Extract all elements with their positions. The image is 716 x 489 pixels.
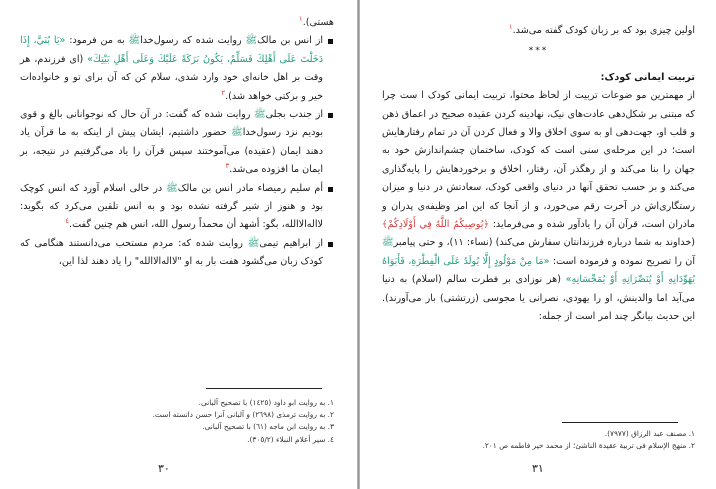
- bullet-paragraph: [20, 106, 334, 180]
- paragraph: [20, 14, 334, 32]
- hadith-text: ﷺ: [231, 127, 243, 139]
- hadith-text: «يَا بُنَيَّ، إِذَا دَخَلْتَ عَلَى أَهْلِكَ فَسَلِّمْ، يَكُونُ بَرَكَةً عَلَيْكَ وَعَلَى أَهْلِ بَيْتِكَ»: [20, 35, 323, 65]
- text-run: آن را تصریح نموده و فرموده است:: [549, 255, 695, 267]
- text-run: از مهمترین مو ضوعات تربیت از لحاظ محتوا، تربیت ایمانی کودک ا ست چرا که مبتنی بر شکل‌دهی عادت‌های نیک، نهادینه کردن عقیده صحیح در اعماق ذهن و قلب او، جهت‌دهی او به سوی اخلاق والا و فعال کردن آن در تمام رفتارهایش است؛ در این مرحله‌ی سنی است که کودک، ساختمان چشم‌اندازش خود به جهان را بنا می‌کند و از رهگذر آن، رفتار، اخلاق و برخوردهایش را پایه‌گذاری می‌کند و بر حسب تحقق آنها در دنیای واقعی کودک، سعادتش در دنیا و میزان رستگاری‌اش در آخرت رقم می‌خورد، و از آنجا که این امر وظیفه‌ی پدران و مادران است، قرآن آن را یادآور شده و می‌فرماید:: [382, 90, 695, 231]
- footnote-ref: ٢: [221, 88, 226, 97]
- footnote-divider: [206, 388, 322, 389]
- text-run: هستی).: [302, 17, 334, 28]
- bullet-paragraph: [20, 32, 334, 106]
- footnote-ref: ٤: [65, 217, 70, 226]
- hadith-text: ﷺ: [247, 237, 260, 249]
- text-run: أم سلیم رمیصاء مادر انس بن مالک: [177, 182, 323, 194]
- hadith-text: ﷺ: [253, 109, 266, 121]
- footnote-ref: ١: [298, 14, 303, 23]
- footnote-ref: ٣: [225, 162, 230, 171]
- footnote: ١. مصنف عبد الرزاق (٧٩٧٧).: [604, 429, 695, 438]
- footnote: ٢. منهج الإسلام فی تربیة عقیدة الناشئ؛ از محمد خیر فاطمه ص ٢٠١.: [482, 441, 695, 451]
- footnote-divider: [562, 422, 678, 423]
- paragraph: [382, 22, 695, 40]
- text-run: از ابراهیم تیمی: [259, 237, 323, 249]
- section-separator: ***: [528, 46, 549, 57]
- footnote: ٢. به روایت ترمذی (٢٦٩٨) و آلبانی آنرا حسن دانسته است.: [152, 410, 334, 420]
- text-run: (خداوند به شما درباره فرزندانتان سفارش می‌کند) (نساء: ١١)، و حتی پیامبر: [393, 237, 695, 249]
- text-run: حضور داشتیم، ایشان پیش از اینکه به ما قرآن یاد دهند ایمان (عقیده) می‌آموختند سپس قرآن را یاد می‌گرفتیم در نتیجه، بر ایمان ما افزوده می‌شد.: [20, 127, 323, 176]
- bullet-paragraph: [20, 235, 334, 272]
- text-run: روایت شده که رسول‌خدا: [140, 35, 246, 47]
- page-number-right: ٣١: [532, 462, 544, 475]
- right-page-body: [382, 22, 695, 327]
- section-heading: تربیت ایمانی کودک:: [600, 71, 695, 83]
- text-run: (ای فرزندم، هر وقت بر اهل خانه‌ای خود وارد شدی، سلام کن که آن برای تو و خانواده‌ات خیر و برکتی خواهد شد).: [20, 53, 323, 102]
- text-run: (هر نوزادی بر فطرت سالم (اسلام) به دنیا می‌آید اما والدینش، او را یهودی، نصرانی یا مجوسی (زرتشتی) بار می‌آورند). این حدیث بیانگر چند امر است از جمله:: [382, 274, 695, 323]
- text-run: اولین چیزی بود که بر زبان کودک گفته می‌شد.: [512, 25, 695, 36]
- text-run: به من فرمود:: [65, 35, 129, 47]
- left-page-body: [20, 14, 334, 272]
- text-run: روایت شده که گفت: در آن حال که نوجوانانی بالغ و قوی بودیم نزد رسول‌خدا: [20, 109, 323, 139]
- hadith-text: ﷺ: [128, 35, 141, 47]
- text-run: در حالی اسلام آورد که انس کوچک بود و هنوز از شیر گرفته نشده بود و به انس تلقین می‌کرد که بگوید: لااله‌الاالله، بگو: أشهد أن محمداً رسول الله، انس هم چنین گفت.: [20, 182, 323, 231]
- hadith-text: ﷺ: [245, 35, 258, 47]
- hadith-text: ﷺ: [382, 237, 394, 249]
- hadith-text: «مَا مِنْ مَوْلُودٍ إِلَّا يُولَدُ عَلَى الْفِطْرَةِ، فَأَبَوَاهُ يُهَوِّدَانِهِ أَوْ يُنَصِّرَانِهِ أَوْ يُمَجِّسَانِهِ»: [382, 255, 696, 286]
- quran-verse: ﴿يُوصِيكُمُ اللَّهُ فِي أَوْلَادِكُمْ﴾: [382, 219, 490, 231]
- footnote: ٤. سیر أعلام النبلاء (٣٠٥/٢).: [247, 434, 334, 444]
- footnote: ١. به روایت ابو داود (١٤٢٥) با تصحیح آلبانی.: [198, 398, 334, 407]
- bullet-paragraph: [20, 180, 334, 235]
- page-number-left: ٣٠: [158, 462, 170, 475]
- text-run: از جندب بجلی: [265, 109, 323, 121]
- text-run: از انس بن مالک: [257, 35, 323, 47]
- text-run: روایت شده که: مردم مستحب می‌دانستند هنگامی که کودک زبان می‌گشود هفت بار به او "لااله‌الاالله" را یاد دهند لذا این،: [20, 237, 323, 268]
- right-footnotes: [382, 428, 695, 452]
- right-page: [360, 0, 716, 489]
- left-footnotes: [20, 397, 334, 446]
- paragraph: [382, 87, 695, 326]
- footnote-ref: ١: [508, 22, 513, 31]
- footnote: ٣. به روایت ابن ماجه (٦١) با تصحیح آلبانی.: [202, 422, 334, 432]
- hadith-text: ﷺ: [166, 182, 178, 194]
